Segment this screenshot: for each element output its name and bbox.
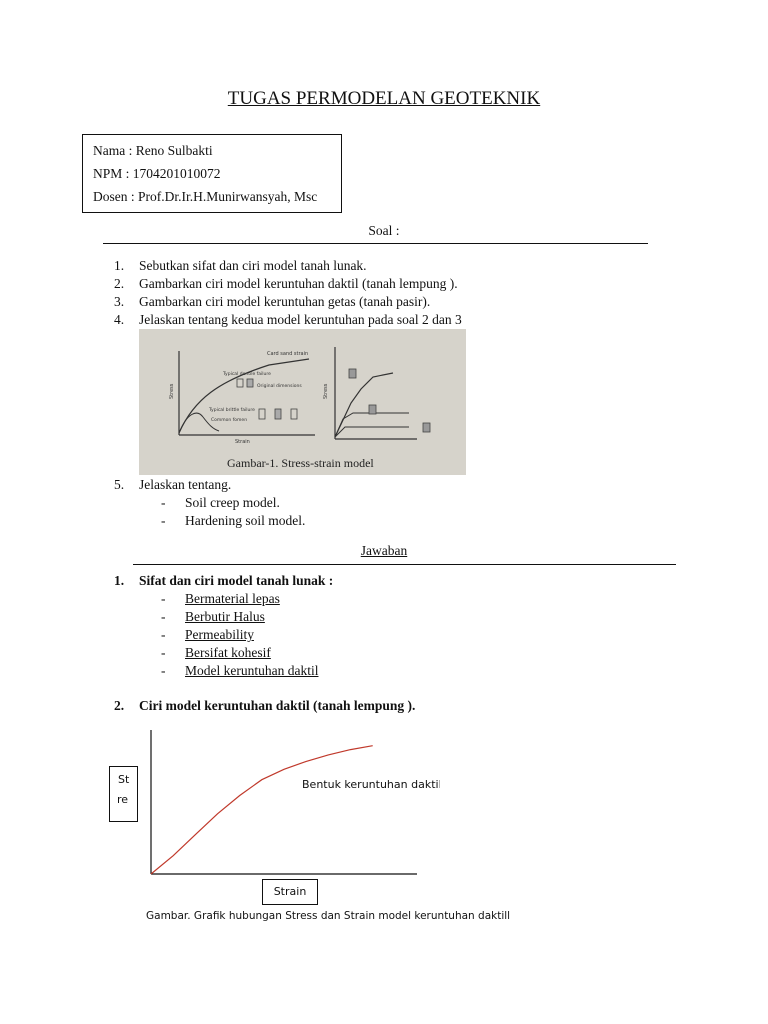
soal-item-number: 3. <box>114 294 125 309</box>
document-title: TUGAS PERMODELAN GEOTEKNIK <box>227 88 541 109</box>
specimen-icon <box>349 369 356 378</box>
x-axis-label-box <box>262 879 318 905</box>
left-xlabel: Strain <box>235 439 250 445</box>
jawaban-heading: Jawaban <box>360 543 408 558</box>
stress-strain-figure <box>139 329 466 475</box>
name-line: Nama : Reno Sulbakti <box>93 143 213 158</box>
answer-item-text: Bermaterial lepas <box>185 591 280 606</box>
dash-bullet: - <box>161 495 166 510</box>
right-ylabel: Stress <box>323 383 329 399</box>
loose-label: Common fomen <box>211 418 248 423</box>
soal-item-text: Gambarkan ciri model keruntuhan daktil (tanah lempung ). <box>139 276 458 291</box>
jawaban-divider <box>133 564 676 565</box>
soal-item-number: 1. <box>114 258 125 273</box>
soal-item-number: 4. <box>114 312 125 327</box>
soal-heading: Soal : <box>368 223 400 238</box>
answer-title: Sifat dan ciri model tanah lunak : <box>139 573 334 588</box>
answer-number: 1. <box>114 573 125 588</box>
npm-line: NPM : 1704201010072 <box>93 166 221 181</box>
stress-strain-series-line <box>151 746 373 874</box>
y-axis-label-box <box>109 766 138 822</box>
soal-item-text: Sebutkan sifat dan ciri model tanah lunak. <box>139 258 367 273</box>
x-axis-label: Strain <box>273 885 307 898</box>
lecturer-line: Dosen : Prof.Dr.Ir.H.Munirwansyah, Msc <box>93 189 318 204</box>
sub-item-text: Hardening soil model. <box>185 513 306 528</box>
soal-divider <box>103 243 648 244</box>
dense-label: Card sand strain <box>267 351 309 357</box>
identity-box <box>82 134 342 213</box>
dash-bullet: - <box>161 663 166 678</box>
y-axis-label-line2: re <box>117 793 129 806</box>
soal-item-number: 2. <box>114 276 125 291</box>
dash-bullet: - <box>161 513 166 528</box>
typical-brittle-label: Typical brittle failure <box>209 408 255 413</box>
dash-bullet: - <box>161 609 166 624</box>
specimen-icon <box>275 409 281 419</box>
answer-title: Ciri model keruntuhan daktil (tanah lempung ). <box>139 698 416 713</box>
dash-bullet: - <box>161 591 166 606</box>
original-label: Original dimensions <box>257 384 302 389</box>
specimen-icon <box>369 405 376 414</box>
soal-item-text: Jelaskan tentang. <box>139 477 232 492</box>
sub-item-text: Soil creep model. <box>185 495 280 510</box>
y-axis-label-line1: St <box>118 773 130 786</box>
answer-item-text: Berbutir Halus <box>185 609 265 624</box>
figure-caption: Gambar-1. Stress-strain model <box>227 456 374 470</box>
answer-item-text: Model keruntuhan daktil <box>185 663 319 678</box>
chart-caption: Gambar. Grafik hubungan Stress dan Strain model keruntuhan daktill <box>146 910 511 922</box>
typical-dense-label: Typical dentile failure <box>223 372 271 377</box>
dash-bullet: - <box>161 627 166 642</box>
stress-strain-figure-drawing <box>139 329 466 475</box>
soal-item-text: Gambarkan ciri model keruntuhan getas (tanah pasir). <box>139 294 431 309</box>
specimen-icon <box>247 379 253 387</box>
specimen-icon <box>423 423 430 432</box>
answer-item-text: Permeability <box>185 627 254 642</box>
left-ylabel: Stress <box>169 383 175 399</box>
answer-number: 2. <box>114 698 125 713</box>
soal-item-text: Jelaskan tentang kedua model keruntuhan pada soal 2 dan 3 <box>139 312 462 327</box>
chart-annotation: Bentuk keruntuhan daktil <box>302 778 440 791</box>
answer-item-text: Bersifat kohesif <box>185 645 271 660</box>
soal-item-number: 5. <box>114 477 125 492</box>
dash-bullet: - <box>161 645 166 660</box>
